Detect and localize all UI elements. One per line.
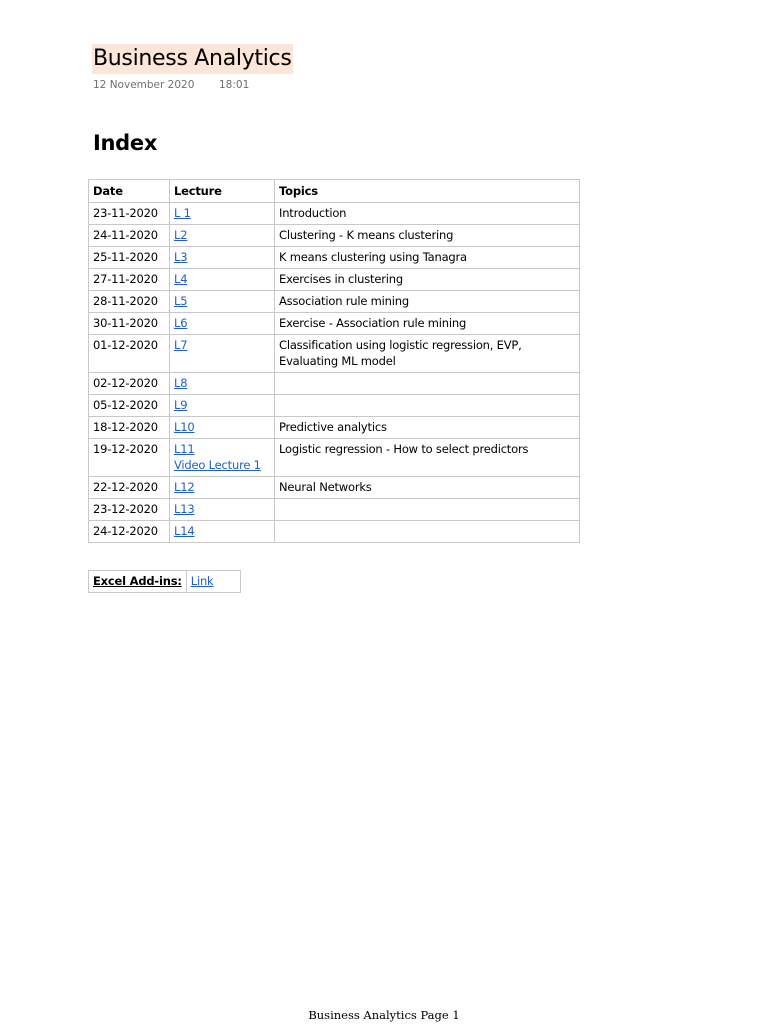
topic-text: Classification using logistic regression, EVP, <box>279 338 522 352</box>
row-topic <box>275 203 580 225</box>
table-row <box>89 335 580 373</box>
lecture-link[interactable]: L5 <box>174 294 188 308</box>
row-lecture <box>170 313 275 335</box>
row-topic <box>275 499 580 521</box>
row-date: 27-11-2020 <box>89 269 170 291</box>
topic-text: Introduction <box>279 206 347 220</box>
row-lecture <box>170 521 275 543</box>
row-lecture <box>170 291 275 313</box>
excel-addins-link-cell <box>186 571 240 593</box>
row-topic <box>275 225 580 247</box>
topic-text: Exercises in clustering <box>279 272 403 286</box>
table-row <box>89 203 580 225</box>
row-topic <box>275 291 580 313</box>
lecture-link[interactable]: L4 <box>174 272 188 286</box>
topic-text: K means clustering using Tanagra <box>279 250 467 264</box>
header-topics: Topics <box>275 180 580 203</box>
row-lecture <box>170 373 275 395</box>
lecture-link[interactable]: L10 <box>174 420 195 434</box>
lecture-link[interactable]: L8 <box>174 376 188 390</box>
row-date: 23-11-2020 <box>89 203 170 225</box>
row-lecture <box>170 269 275 291</box>
row-topic <box>275 335 580 373</box>
table-row <box>89 291 580 313</box>
row-topic <box>275 269 580 291</box>
row-date: 23-12-2020 <box>89 499 170 521</box>
row-date: 30-11-2020 <box>89 313 170 335</box>
table-row <box>89 269 580 291</box>
page-footer: Business Analytics Page 1 <box>308 1008 460 1022</box>
row-topic <box>275 247 580 269</box>
row-lecture <box>170 335 275 373</box>
row-date: 18-12-2020 <box>89 417 170 439</box>
table-row <box>89 395 580 417</box>
row-lecture <box>170 395 275 417</box>
excel-addins-label: Excel Add-ins: <box>89 571 187 593</box>
row-date: 28-11-2020 <box>89 291 170 313</box>
table-row <box>89 439 580 477</box>
row-lecture <box>170 225 275 247</box>
topic-text: Exercise - Association rule mining <box>279 316 467 330</box>
row-date: 25-11-2020 <box>89 247 170 269</box>
created-date: 12 November 2020 <box>93 79 195 91</box>
lecture-link[interactable]: L9 <box>174 398 188 412</box>
lecture-link[interactable]: L 1 <box>174 206 191 220</box>
row-topic <box>275 395 580 417</box>
created-time: 18:01 <box>219 79 250 91</box>
excel-addins-link[interactable]: Link <box>190 574 214 588</box>
row-topic <box>275 313 580 335</box>
row-topic <box>275 417 580 439</box>
topic-text: Evaluating ML model <box>279 354 396 368</box>
table-row <box>89 247 580 269</box>
topic-text: Clustering - K means clustering <box>279 228 454 242</box>
table-row <box>89 373 580 395</box>
lecture-link[interactable]: L14 <box>174 524 195 538</box>
table-row <box>89 225 580 247</box>
header-lecture: Lecture <box>170 180 275 203</box>
row-topic <box>275 373 580 395</box>
topic-text: Neural Networks <box>279 480 372 494</box>
table-row <box>89 521 580 543</box>
row-date: 24-11-2020 <box>89 225 170 247</box>
topic-text: Association rule mining <box>279 294 409 308</box>
excel-addins-row <box>89 571 241 593</box>
row-topic <box>275 477 580 499</box>
row-date: 05-12-2020 <box>89 395 170 417</box>
index-heading: Index <box>93 131 158 155</box>
row-topic <box>275 439 580 477</box>
table-row <box>89 313 580 335</box>
lecture-link[interactable]: L6 <box>174 316 188 330</box>
lecture-index-body <box>89 180 580 543</box>
lecture-link[interactable]: L13 <box>174 502 195 516</box>
topic-text: Logistic regression - How to select predictors <box>279 442 529 456</box>
row-date: 24-12-2020 <box>89 521 170 543</box>
row-date: 01-12-2020 <box>89 335 170 373</box>
row-lecture <box>170 477 275 499</box>
header-date: Date <box>89 180 170 203</box>
video-lecture-link[interactable]: Video Lecture 1 <box>174 458 261 472</box>
row-date: 19-12-2020 <box>89 439 170 477</box>
row-lecture <box>170 417 275 439</box>
lecture-link[interactable]: L11 <box>174 442 195 456</box>
lecture-link[interactable]: L3 <box>174 250 188 264</box>
row-date: 02-12-2020 <box>89 373 170 395</box>
lecture-link[interactable]: L2 <box>174 228 188 242</box>
page-title: Business Analytics <box>92 44 293 74</box>
row-date: 22-12-2020 <box>89 477 170 499</box>
row-lecture <box>170 203 275 225</box>
excel-addins-table <box>88 570 241 593</box>
lecture-index-table <box>88 179 580 543</box>
row-lecture <box>170 439 275 477</box>
lecture-link[interactable]: L7 <box>174 338 188 352</box>
table-row <box>89 477 580 499</box>
row-lecture <box>170 247 275 269</box>
table-row <box>89 499 580 521</box>
lecture-link[interactable]: L12 <box>174 480 195 494</box>
row-topic <box>275 521 580 543</box>
table-header-row <box>89 180 580 203</box>
row-lecture <box>170 499 275 521</box>
table-row <box>89 417 580 439</box>
topic-text: Predictive analytics <box>279 420 387 434</box>
